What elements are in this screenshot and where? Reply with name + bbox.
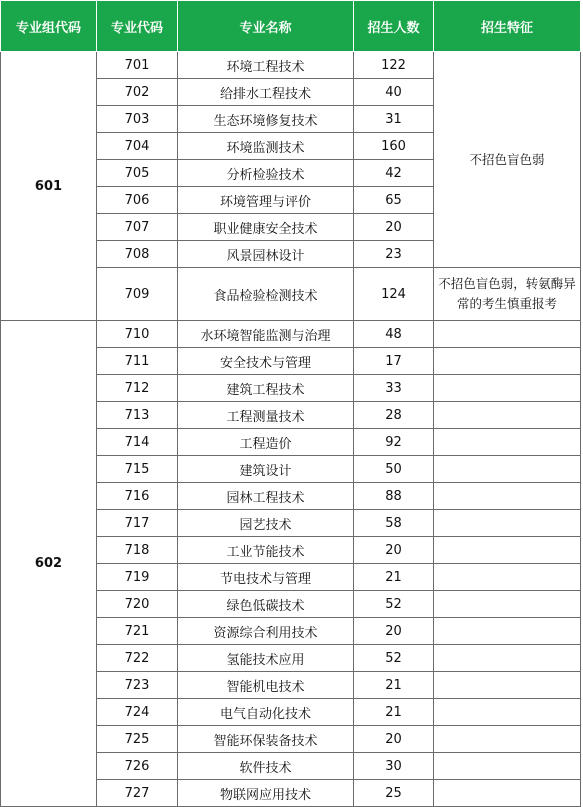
major-code-cell: 706	[97, 187, 178, 214]
major-code-cell: 713	[97, 402, 178, 429]
enrollment-count-cell: 124	[354, 268, 434, 321]
enrollment-count-cell: 50	[354, 456, 434, 483]
major-name-cell: 物联网应用技术	[178, 780, 354, 807]
major-code-cell: 714	[97, 429, 178, 456]
header-major-name: 专业名称	[178, 1, 354, 52]
enrollment-count-cell: 52	[354, 591, 434, 618]
enrollment-count-cell: 21	[354, 672, 434, 699]
major-name-cell: 智能环保装备技术	[178, 726, 354, 753]
enrollment-count-cell: 40	[354, 79, 434, 106]
major-name-cell: 资源综合利用技术	[178, 618, 354, 645]
major-code-cell: 724	[97, 699, 178, 726]
enrollment-count-cell: 58	[354, 510, 434, 537]
major-code-cell: 707	[97, 214, 178, 241]
admission-note-cell	[434, 591, 581, 618]
major-name-cell: 建筑设计	[178, 456, 354, 483]
major-name-cell: 环境监测技术	[178, 133, 354, 160]
major-name-cell: 工程造价	[178, 429, 354, 456]
major-code-cell: 717	[97, 510, 178, 537]
major-code-cell: 703	[97, 106, 178, 133]
admission-note-cell	[434, 483, 581, 510]
enrollment-count-cell: 23	[354, 241, 434, 268]
major-name-cell: 工程测量技术	[178, 402, 354, 429]
admission-note-cell	[434, 375, 581, 402]
admission-note-cell	[434, 537, 581, 564]
enrollment-count-cell: 25	[354, 780, 434, 807]
admission-note-cell	[434, 348, 581, 375]
admission-note-cell	[434, 780, 581, 807]
major-name-cell: 园艺技术	[178, 510, 354, 537]
major-name-cell: 软件技术	[178, 753, 354, 780]
admission-note-cell	[434, 456, 581, 483]
major-name-cell: 食品检验检测技术	[178, 268, 354, 321]
admission-note-cell: 不招色盲色弱，转氨酶异常的考生慎重报考	[434, 268, 581, 321]
major-code-cell: 715	[97, 456, 178, 483]
major-code-cell: 723	[97, 672, 178, 699]
enrollment-count-cell: 20	[354, 618, 434, 645]
major-name-cell: 电气自动化技术	[178, 699, 354, 726]
enrollment-count-cell: 17	[354, 348, 434, 375]
enrollment-count-cell: 20	[354, 726, 434, 753]
enrollment-count-cell: 48	[354, 321, 434, 348]
admission-note-cell	[434, 321, 581, 348]
major-name-cell: 水环境智能监测与治理	[178, 321, 354, 348]
admission-note-cell	[434, 564, 581, 591]
major-code-cell: 718	[97, 537, 178, 564]
enrollment-count-cell: 33	[354, 375, 434, 402]
admission-note-cell	[434, 429, 581, 456]
major-name-cell: 环境工程技术	[178, 52, 354, 79]
admission-note-cell	[434, 618, 581, 645]
major-code-cell: 719	[97, 564, 178, 591]
major-code-cell: 708	[97, 241, 178, 268]
table-header-row	[1, 1, 581, 52]
major-name-cell: 绿色低碳技术	[178, 591, 354, 618]
major-name-cell: 给排水工程技术	[178, 79, 354, 106]
admission-note-cell: 不招色盲色弱	[434, 52, 581, 268]
admission-note-cell	[434, 510, 581, 537]
enrollment-count-cell: 65	[354, 187, 434, 214]
enrollment-count-cell: 52	[354, 645, 434, 672]
major-code-cell: 727	[97, 780, 178, 807]
admission-note-cell	[434, 672, 581, 699]
enrollment-count-cell: 28	[354, 402, 434, 429]
enrollment-count-cell: 21	[354, 699, 434, 726]
table-body	[1, 52, 581, 807]
major-code-cell: 702	[97, 79, 178, 106]
major-code-cell: 725	[97, 726, 178, 753]
major-name-cell: 生态环境修复技术	[178, 106, 354, 133]
enrollment-count-cell: 42	[354, 160, 434, 187]
major-code-cell: 722	[97, 645, 178, 672]
major-code-cell: 716	[97, 483, 178, 510]
group-code-cell: 601	[1, 52, 97, 321]
major-name-cell: 工业节能技术	[178, 537, 354, 564]
group-code-cell: 602	[1, 321, 97, 807]
enrollment-count-cell: 122	[354, 52, 434, 79]
major-code-cell: 709	[97, 268, 178, 321]
major-name-cell: 职业健康安全技术	[178, 214, 354, 241]
major-name-cell: 分析检验技术	[178, 160, 354, 187]
enrollment-count-cell: 88	[354, 483, 434, 510]
major-code-cell: 701	[97, 52, 178, 79]
header-group-code: 专业组代码	[1, 1, 97, 52]
major-code-cell: 704	[97, 133, 178, 160]
header-admission-notes: 招生特征	[434, 1, 581, 52]
major-code-cell: 712	[97, 375, 178, 402]
enrollment-count-cell: 160	[354, 133, 434, 160]
major-name-cell: 氢能技术应用	[178, 645, 354, 672]
major-code-cell: 710	[97, 321, 178, 348]
admission-note-cell	[434, 699, 581, 726]
major-name-cell: 节电技术与管理	[178, 564, 354, 591]
major-name-cell: 建筑工程技术	[178, 375, 354, 402]
admission-note-cell	[434, 645, 581, 672]
enrollment-count-cell: 92	[354, 429, 434, 456]
major-code-cell: 711	[97, 348, 178, 375]
admission-note-cell	[434, 726, 581, 753]
table-row	[1, 321, 581, 348]
enrollment-count-cell: 30	[354, 753, 434, 780]
header-major-code: 专业代码	[97, 1, 178, 52]
major-code-cell: 721	[97, 618, 178, 645]
major-code-cell: 720	[97, 591, 178, 618]
enrollment-count-cell: 20	[354, 214, 434, 241]
major-name-cell: 风景园林设计	[178, 241, 354, 268]
major-name-cell: 环境管理与评价	[178, 187, 354, 214]
major-name-cell: 安全技术与管理	[178, 348, 354, 375]
admission-note-cell	[434, 753, 581, 780]
major-name-cell: 智能机电技术	[178, 672, 354, 699]
admission-note-cell	[434, 402, 581, 429]
enrollment-count-cell: 21	[354, 564, 434, 591]
major-code-cell: 705	[97, 160, 178, 187]
major-code-cell: 726	[97, 753, 178, 780]
header-enrollment-count: 招生人数	[354, 1, 434, 52]
enrollment-count-cell: 31	[354, 106, 434, 133]
enrollment-count-cell: 20	[354, 537, 434, 564]
table-row	[1, 52, 581, 79]
major-name-cell: 园林工程技术	[178, 483, 354, 510]
